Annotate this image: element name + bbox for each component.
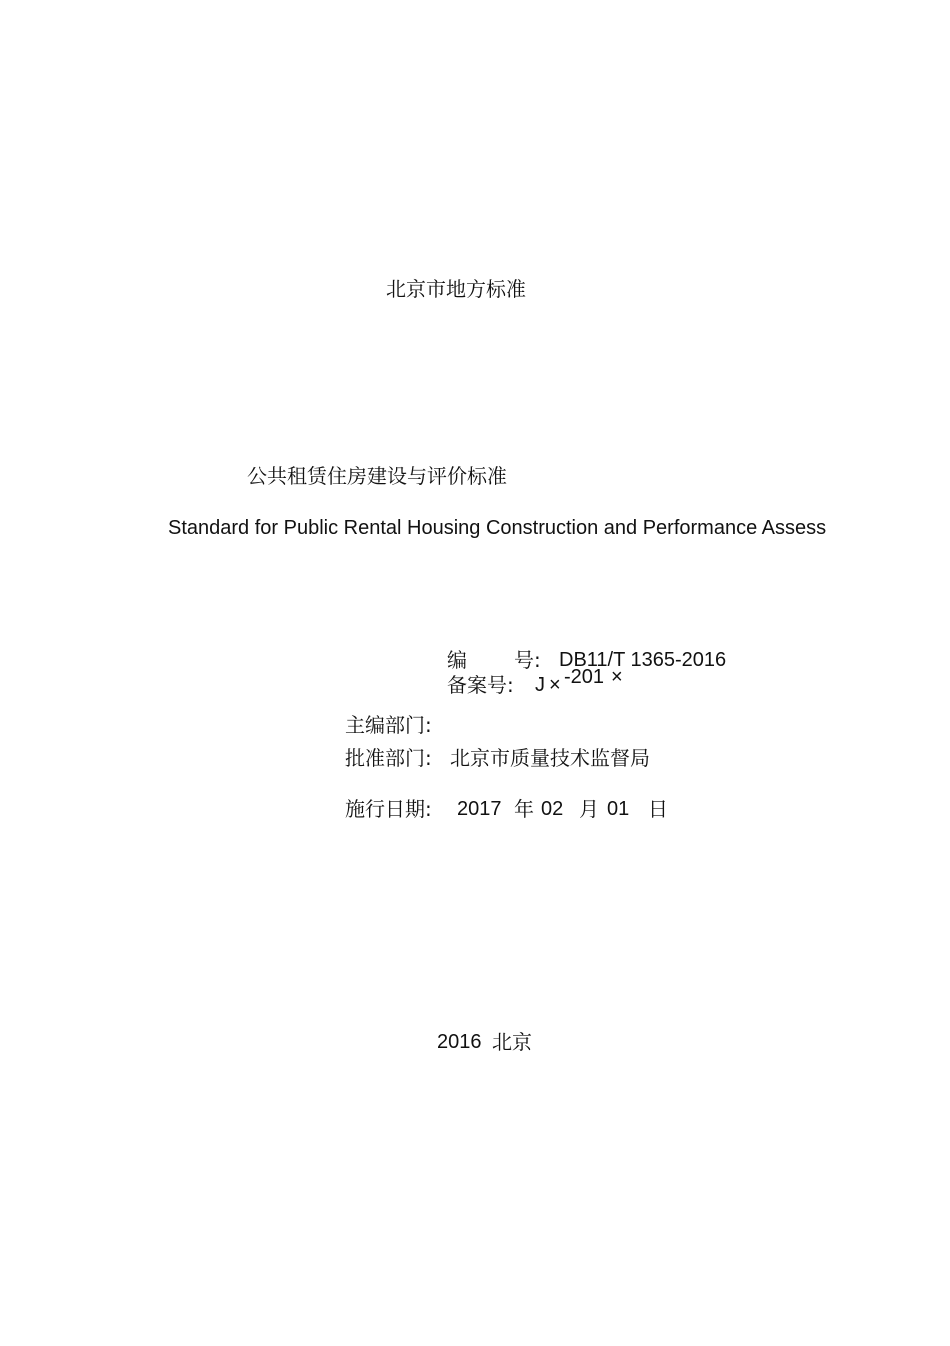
effective-month: 02	[541, 798, 564, 820]
year-char: 年	[514, 797, 534, 821]
title-english: Standard for Public Rental Housing Construction and Performance Assess	[168, 517, 827, 539]
title-chinese: 公共租赁住房建设与评价标准	[247, 464, 507, 488]
footer-year: 2016	[437, 1031, 482, 1053]
month-char: 月	[579, 797, 599, 821]
approver-value: 北京市质量技术监督局	[450, 746, 650, 770]
chief-editor-label: 主编部门:	[345, 713, 432, 737]
footer-place: 北京	[492, 1030, 532, 1054]
record-value-x2: ×	[611, 666, 623, 688]
record-label: 备案号:	[447, 673, 514, 697]
number-label-part1: 编	[447, 648, 467, 672]
record-value-x1: ×	[549, 674, 561, 696]
standard-category: 北京市地方标准	[386, 277, 526, 301]
record-value-prefix: J	[535, 674, 545, 696]
day-char: 日	[648, 797, 668, 821]
effective-year: 2017	[457, 798, 502, 820]
effective-day: 01	[607, 798, 630, 820]
standard-number: DB11/T 1365-2016	[559, 649, 727, 671]
approver-label: 批准部门:	[345, 746, 432, 770]
effective-date-label: 施行日期:	[345, 797, 432, 821]
record-value-year: -201	[564, 666, 605, 688]
number-label-part2: 号:	[514, 648, 541, 672]
